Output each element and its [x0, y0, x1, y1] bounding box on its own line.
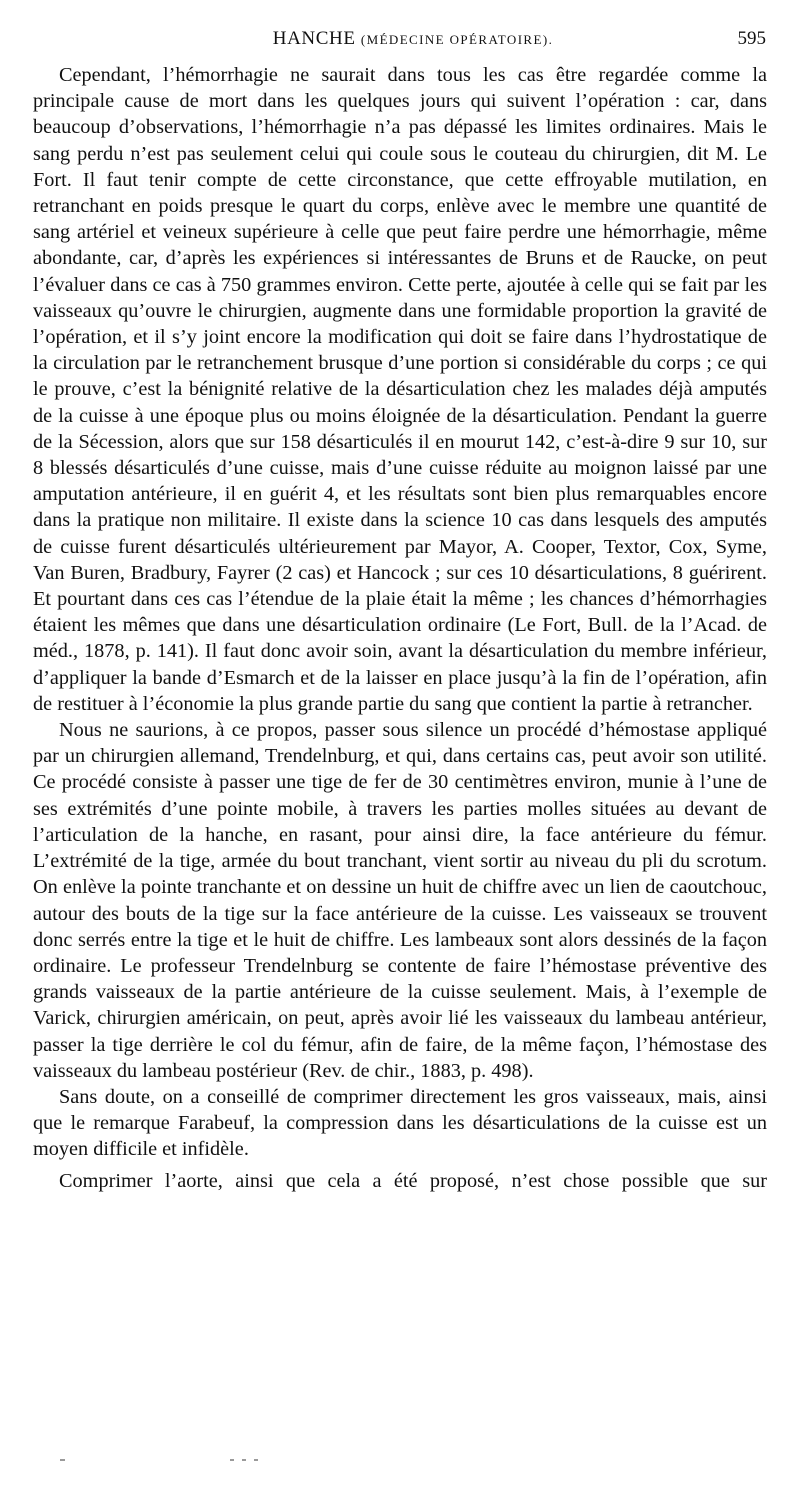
paragraph-trendelenburg-procedure: Nous ne saurions, à ce propos, passer sous silence un procédé d’hémostase appliqué par un chirurgien allemand, Trendelnburg, et qui, dans certains cas, peut avoir son utilité. Ce procédé consiste à passer une tige de fer de 30 centimètres environ, munie à l’une de ses extrémités d’une pointe mobile, à travers les parties molles situées au devant de l’articulation de la hanche, en rasant, pour ainsi dire, la face antérieure du fémur. L’extrémité de la tige, armée du bout tranchant, vient sortir au niveau du pli du scrotum. On enlève la pointe tranchante et on dessine un huit de chiffre avec un lien de caoutchouc, autour des bouts de la tige sur la face antérieure de la cuisse. Les vaisseaux se trouvent donc serrés entre la tige et le huit de chiffre. Les lambeaux sont alors dessinés de la façon ordinaire. Le professeur Trendelnburg se contente de faire l’hémostase préventive des grands vaisseaux de la partie antérieure de la cuisse seulement. Mais, à l’exemple de Varick, chirurgien américain, on peut, après avoir lié les vaisseaux du lambeau antérieur, passer la tige derrière le col du fémur, afin de faire, de la même façon, l’hémostase des vaisseaux du lambeau postérieur (Rev. de chir., 1883, p. 498). — [33, 719, 767, 1082]
speck-mark — [254, 1459, 258, 1461]
page-number: 595 — [737, 28, 766, 49]
paragraph-compression: Sans doute, on a conseillé de comprimer directement les gros vaisseaux, mais, ainsi que le remarque Farabeuf, la compression dans les désarticulations de la cuisse est un moyen difficile et infidèle. — [33, 1085, 767, 1161]
speck-mark — [242, 1459, 246, 1461]
paragraph-aorta: Comprimer l’aorte, ainsi que cela a été proposé, n’est chose possible que sur — [59, 1169, 767, 1192]
paragraph-blood-loss: Cependant, l’hémorrhagie ne saurait dans tous les cas être regardée comme la principale cause de mort dans les quelques jours qui suivent l’opération : car, dans beaucoup d’observations, l’hémorrhagie n’a pas dépassé les limites ordinaires. Mais le sang perdu n’est pas seulement celui qui coule sous le couteau du chirurgien, dit M. Le Fort. Il faut tenir compte de cette circonstance, que cette effroyable mutilation, en retranchant en poids presque le quart du corps, enlève avec le membre une quantité de sang artériel et veineux supérieure à celle que peut faire perdre une hémorrhagie, même abondante, car, d’après les expériences si intéressantes de Bruns et de Raucke, on peut l’évaluer dans ce cas à 750 grammes environ. Cette perte, ajoutée à celle qui se fait par les vaisseaux qu’ouvre le chirurgien, augmente dans une formidable proportion la gravité de l’opération, et il s’y joint encore la modification qui doit se faire dans l’hydrostatique de la circulation par le retranchement brusque d’une portion si considérable du corps ; ce qui le prouve, c’est la bénignité relative de la désarticulation chez les malades déjà amputés de la cuisse à une époque plus ou moins éloignée de la désarticulation. Pendant la guerre de la Sécession, alors que sur 158 désarticulés il en mourut 142, c’est-à-dire 9 sur 10, sur 8 blessés désarticulés d’une cuisse, mais d’une cuisse réduite au moignon laissé par une amputation antérieure, il en guérit 4, et les résultats sont bien plus remarquables encore dans la pratique non militaire. Il existe dans la science 10 cas dans lesquels des amputés de cuisse furent désarticulés ultérieurement par Mayor, A. Cooper, Textor, Cox, Syme, Van Buren, Bradbury, Fayrer (2 cas) et Hancock ; sur ces 10 désarticulations, 8 guérirent. Et pourtant dans ces cas l’étendue de la plaie était la même ; les chances d’hémorrhagies étaient les mêmes que dans une désarticulation ordinaire (Le Fort, Bull. de la l’Acad. de méd., 1878, p. 141). Il faut donc avoir soin, avant la désarticulation du membre inférieur, d’appliquer la bande d’Esmarch et de la laisser en place jusqu’à la fin de l’opération, afin de restituer à l’économie la plus grande partie du sang que contient la partie à retrancher. — [33, 64, 767, 715]
speck-mark — [230, 1459, 234, 1461]
header-subtitle: (MÉDECINE OPÉRATOIRE). — [360, 32, 554, 47]
running-header — [60, 28, 766, 58]
scan-specks — [60, 1455, 320, 1465]
speck-mark — [60, 1459, 65, 1461]
body-text — [33, 62, 767, 1194]
running-title — [60, 28, 766, 50]
header-title: HANCHE — [272, 28, 356, 49]
